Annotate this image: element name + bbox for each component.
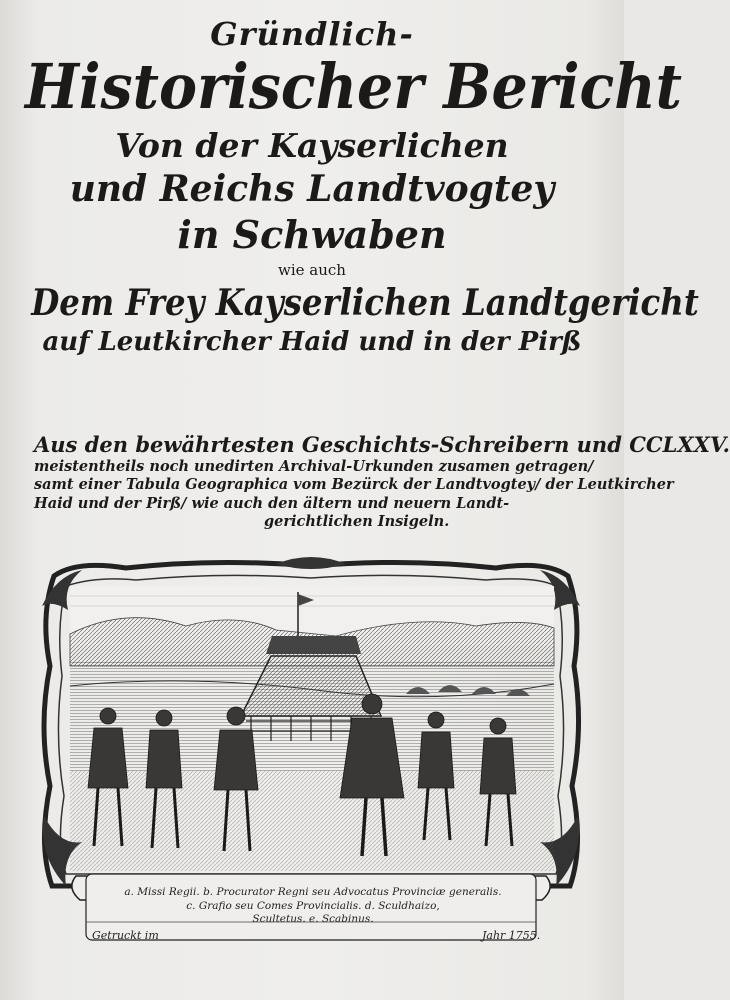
imprint-right: Jahr 1755. xyxy=(482,929,541,942)
title-line-2: Historischer Bericht xyxy=(24,49,683,123)
legend-line-2: c. Grafio seu Comes Provincialis. d. Sculdhaizo, xyxy=(186,899,440,912)
title-line-5: in Schwaben xyxy=(177,212,447,258)
title-line-4: und Reichs Landtvogtey xyxy=(69,168,555,211)
subtitle-block xyxy=(34,432,730,531)
title-line-3: Von der Kayserlichen xyxy=(115,125,509,165)
title-line-8: auf Leutkircher Haid und in der Pirß xyxy=(42,326,582,357)
title-line-7: Dem Frey Kayserlichen Landtgericht xyxy=(31,281,699,324)
legend-line-3: Scultetus. e. Scabinus. xyxy=(252,913,374,926)
title-block xyxy=(0,14,699,357)
imprint-left: Getruckt im xyxy=(92,929,159,942)
subtitle-line-5: gerichtlichen Insigeln. xyxy=(264,512,450,530)
subtitle-line-3: samt einer Tabula Geographica vom Bezürck der Landtvogtey/ der Leutkircher xyxy=(34,476,674,494)
legend-line-1: a. Missi Regii. b. Procurator Regni seu Advocatus Provinciæ generalis. xyxy=(124,886,502,898)
subtitle-line-1: Aus den bewährtesten Geschichts-Schreibern und CCLXXV. xyxy=(34,432,730,457)
title-line-1: Gründlich- xyxy=(210,15,414,53)
engraving-legend xyxy=(78,886,548,927)
subtitle-line-4: Haid und der Pirß/ wie auch den ältern und neuern Landt- xyxy=(34,494,510,512)
subtitle-line-2: meistentheils noch unedirten Archival-Urkunden zusamen getragen/ xyxy=(34,458,594,476)
title-line-6: wie auch xyxy=(278,261,346,280)
